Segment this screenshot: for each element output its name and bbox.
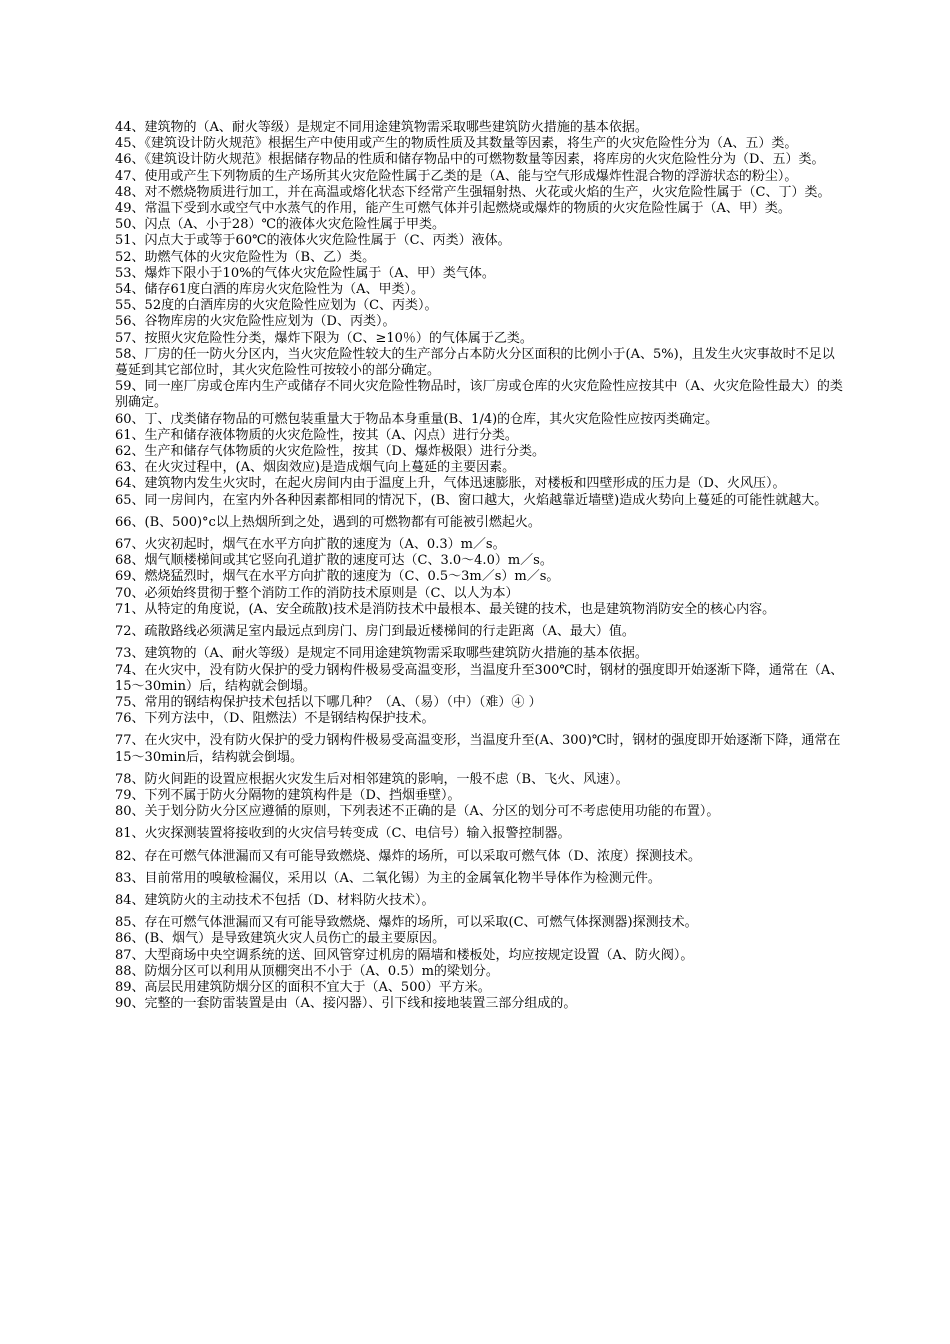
list-item: 81、火灾探测装置将接收到的火灾信号转变成（C、电信号）输入报警控制器。 bbox=[115, 826, 571, 842]
list-item: 78、防火间距的设置应根据火灾发生后对相邻建筑的影响，一般不虑（B、飞火、风速）。 bbox=[115, 771, 629, 787]
list-item: 44、建筑物的（A、耐火等级）是规定不同用途建筑物需采取哪些建筑防火措施的基本依据。 bbox=[115, 120, 648, 135]
list-item: 68、烟气顺楼梯间或其它竖向孔道扩散的速度可达（C、3.0～4.0）m／s。 bbox=[115, 553, 553, 569]
list-item: 66、(B、500)°c以上热烟所到之处，遇到的可燃物都有可能被引燃起火。 bbox=[115, 514, 541, 530]
list-item: 75、常用的钢结构保护技术包括以下哪几种？（A、（易）（中）（难）④ ） bbox=[115, 694, 542, 710]
list-item: 63、在火灾过程中，(A、烟囱效应)是造成烟气向上蔓延的主要因素。 bbox=[115, 460, 516, 476]
list-item: 88、防烟分区可以利用从顶棚突出不小于（A、0.5）m的梁划分。 bbox=[115, 963, 499, 979]
list-item: 55、52度的白酒库房的火灾危险性应划为（C、丙类）。 bbox=[115, 298, 438, 314]
list-item: 47、使用或产生下列物质的生产场所其火灾危险性属于乙类的是（A、能与空气形成爆炸性混合物的浮游状态的粉尘）。 bbox=[115, 168, 798, 184]
list-item: 69、燃烧猛烈时，烟气在水平方向扩散的速度为（C、0.5～3m／s）m／s。 bbox=[115, 569, 560, 585]
list-item: 74、在火灾中，没有防火保护的受力钢构件极易受高温变形，当温度升至300℃时，钢材的强度即开始逐渐下降，通常在（A、15～30min）后，结构就会倒塌。 bbox=[115, 662, 844, 694]
list-item: 54、储存61度白酒的库房火灾危险性为（A、甲类）。 bbox=[115, 282, 424, 298]
list-item: 52、助燃气体的火灾危险性为（B、乙）类。 bbox=[115, 249, 376, 265]
list-item: 80、关于划分防火分区应遵循的原则，下列表述不正确的是（A、分区的划分可不考虑使用功能的布置）。 bbox=[115, 804, 720, 820]
list-item: 60、丁、戊类储存物品的可燃包装重量大于物品本身重量(B、1/4)的仓库，其火灾危险性应按丙类确定。 bbox=[115, 411, 719, 427]
list-item: 46、《建筑设计防火规范》根据储存物品的性质和储存物品中的可燃物数量等因素，将库房的火灾危险性分为（D、五）类。 bbox=[115, 152, 825, 168]
list-item: 70、必须始终贯彻于整个消防工作的消防技术原则是（C、以人为本） bbox=[115, 585, 519, 601]
list-item: 67、火灾初起时，烟气在水平方向扩散的速度为（A、0.3）m／s。 bbox=[115, 537, 506, 553]
list-item: 56、谷物库房的火灾危险性应划为（D、丙类）。 bbox=[115, 314, 396, 330]
list-item: 72、疏散路线必须满足室内最远点到房门、房门到最近楼梯间的行走距离（A、最大）值。 bbox=[115, 624, 635, 640]
document-body bbox=[115, 120, 845, 1012]
list-item: 73、建筑物的（A、耐火等级）是规定不同用途建筑物需采取哪些建筑防火措施的基本依据。 bbox=[115, 646, 648, 662]
list-item: 76、下列方法中，（D、阻燃法）不是钢结构保护技术。 bbox=[115, 711, 435, 727]
list-item: 87、大型商场中央空调系统的送、回风管穿过机房的隔墙和楼板处，均应按规定设置（A、防火阀）。 bbox=[115, 947, 694, 963]
list-item: 85、存在可燃气体泄漏而又有可能导致燃烧、爆炸的场所，可以采取(C、可燃气体探测器)探测技术。 bbox=[115, 915, 698, 931]
list-item: 84、建筑防火的主动技术不包括（D、材料防火技术）。 bbox=[115, 892, 435, 908]
list-item: 51、闪点大于或等于60℃的液体火灾危险性属于（C、丙类）液体。 bbox=[115, 233, 511, 249]
list-item: 59、同一座厂房或仓库内生产或储存不同火灾危险性物品时，该厂房或仓库的火灾危险性应按其中（A、火灾危险性最大）的类别确定。 bbox=[115, 379, 843, 411]
list-item: 82、存在可燃气体泄漏而又有可能导致燃烧、爆炸的场所，可以采取可燃气体（D、浓度）探测技术。 bbox=[115, 848, 701, 864]
list-item: 61、生产和储存液体物质的火灾危险性，按其（A、闪点）进行分类。 bbox=[115, 427, 518, 443]
list-item: 79、下列不属于防火分隔物的建筑构件是（D、挡烟垂壁）。 bbox=[115, 787, 461, 803]
list-item: 57、按照火灾危险性分类，爆炸下限为（C、≥10％）的气体属于乙类。 bbox=[115, 330, 533, 346]
list-item: 62、生产和储存气体物质的火灾危险性，按其（D、爆炸极限）进行分类。 bbox=[115, 444, 545, 460]
list-item: 89、高层民用建筑防烟分区的面积不宜大于（A、500）平方米。 bbox=[115, 979, 491, 995]
list-item: 64、建筑物内发生火灾时，在起火房间内由于温度上升，气体迅速膨胀，对楼板和四壁形成的压力是（D、火风压）。 bbox=[115, 476, 786, 492]
list-item: 45、《建筑设计防火规范》根据生产中使用或产生的物质性质及其数量等因素，将生产的火灾危险性分为（A、五）类。 bbox=[115, 136, 798, 152]
list-item: 71、从特定的角度说，(A、安全疏散)技术是消防技术中最根本、最关键的技术，也是建筑物消防安全的核心内容。 bbox=[115, 601, 776, 617]
list-item: 50、闪点（A、小于28）℃的液体火灾危险性属于甲类。 bbox=[115, 217, 446, 233]
list-item: 53、爆炸下限小于10%的气体火灾危险性属于（A、甲）类气体。 bbox=[115, 265, 495, 281]
list-item: 77、在火灾中，没有防火保护的受力钢构件极易受高温变形，当温度升至(A、300)℃时，钢材的强度即开始逐渐下降，通常在15～30min后，结构就会倒塌。 bbox=[115, 733, 841, 765]
list-item: 90、完整的一套防雷装置是由（A、接闪器）、引下线和接地装置三部分组成的。 bbox=[115, 996, 577, 1012]
list-item: 83、目前常用的嗅敏检漏仪，采用以（A、二氧化锡）为主的金属氧化物半导体作为检测元件。 bbox=[115, 870, 661, 886]
list-item: 86、(B、烟气）是导致建筑火灾人员伤亡的最主要原因。 bbox=[115, 931, 446, 947]
list-item: 58、厂房的任一防火分区内，当火灾危险性较大的生产部分占本防火分区面积的比例小于(A、5%)，且发生火灾事故时不足以蔓延到其它部位时，其火灾危险性可按较小的部分确定。 bbox=[115, 346, 835, 379]
list-item: 49、常温下受到水或空气中水蒸气的作用，能产生可燃气体并引起燃烧或爆炸的物质的火灾危险性属于（A、甲）类。 bbox=[115, 201, 791, 217]
list-item: 65、同一房间内，在室内外各种因素都相同的情况下，(B、窗口越大，火焰越靠近墙壁)造成火势向上蔓延的可能性就越大。 bbox=[115, 492, 828, 508]
list-item: 48、对不燃烧物质进行加工，并在高温或熔化状态下经常产生强辐射热、火花或火焰的生产，火灾危险性属于（C、丁）类。 bbox=[115, 184, 831, 200]
